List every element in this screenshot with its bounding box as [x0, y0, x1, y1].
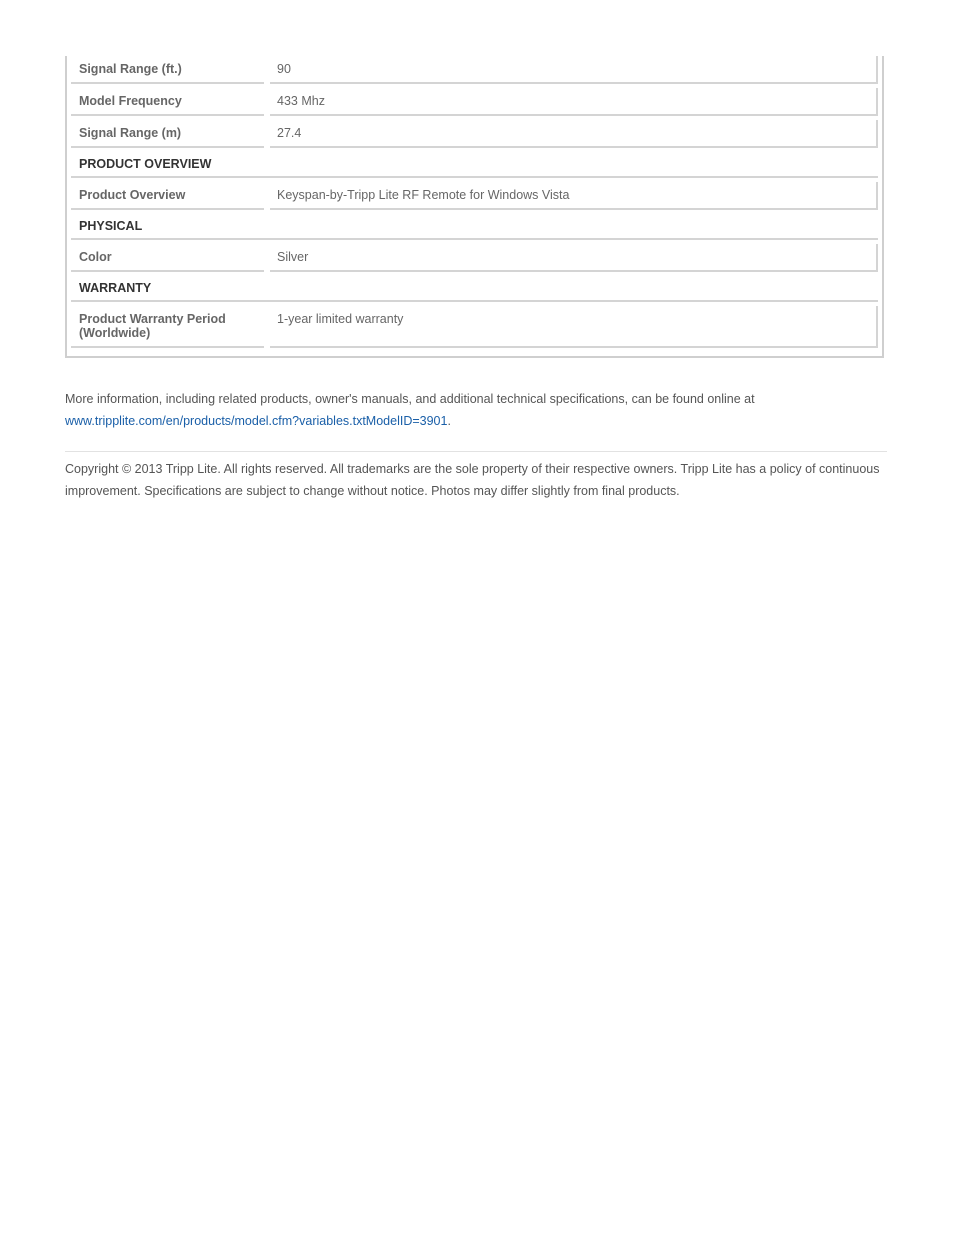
spec-value: Keyspan-by-Tripp Lite RF Remote for Windows Vista	[270, 182, 878, 210]
spec-table	[65, 56, 884, 358]
spec-value: 1-year limited warranty	[270, 306, 878, 348]
spec-label: Product Warranty Period (Worldwide)	[71, 306, 264, 348]
spec-row	[71, 88, 878, 116]
spec-label: Signal Range (m)	[71, 120, 264, 148]
section-heading-warranty: WARRANTY	[71, 276, 878, 302]
product-link[interactable]: www.tripplite.com/en/products/model.cfm?variables.txtModelID=3901	[65, 414, 448, 428]
more-info-paragraph	[65, 388, 884, 432]
spec-value: 27.4	[270, 120, 878, 148]
spec-label: Signal Range (ft.)	[71, 56, 264, 84]
spec-row	[71, 56, 878, 84]
divider	[65, 451, 887, 452]
spec-row	[71, 306, 878, 348]
spec-label: Product Overview	[71, 182, 264, 210]
section-heading-product-overview: PRODUCT OVERVIEW	[71, 152, 878, 178]
copyright-notice: Copyright © 2013 Tripp Lite. All rights reserved. All trademarks are the sole property of their respective owners. Tripp Lite has a policy of continuous improvement. Specifications are subject to change without notice. Photos may differ slightly from final products.	[65, 462, 880, 498]
spec-value: 433 Mhz	[270, 88, 878, 116]
spec-label: Model Frequency	[71, 88, 264, 116]
spec-row	[71, 182, 878, 210]
spec-value: 90	[270, 56, 878, 84]
section-heading-physical: PHYSICAL	[71, 214, 878, 240]
more-info-text: More information, including related products, owner's manuals, and additional technical specifications, can be found online at	[65, 392, 755, 406]
spec-row	[71, 120, 878, 148]
spec-label: Color	[71, 244, 264, 272]
link-trailing: .	[447, 414, 451, 428]
spec-value: Silver	[270, 244, 878, 272]
spec-row	[71, 244, 878, 272]
